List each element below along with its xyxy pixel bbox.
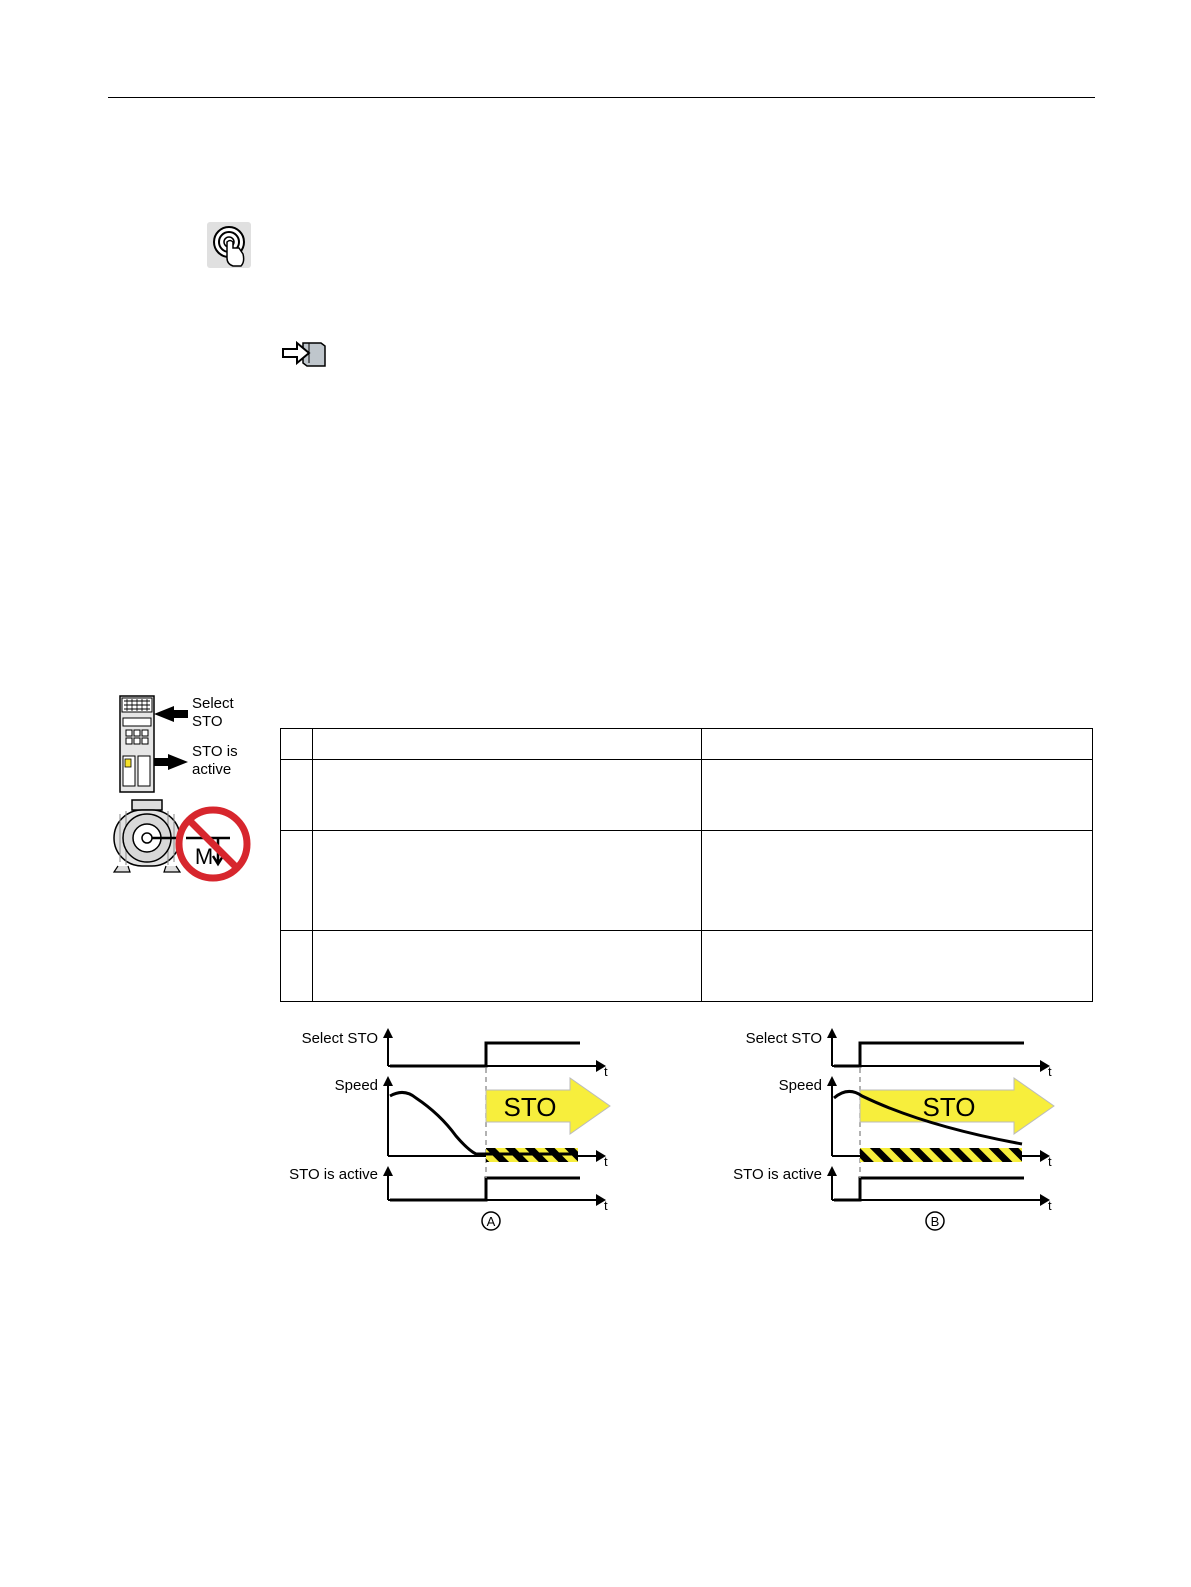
table-header-row (281, 729, 1093, 760)
touch-button-icon (207, 222, 251, 268)
sto-arrow-text: STO (503, 1092, 557, 1122)
inverter-icon (120, 696, 154, 792)
table-row (281, 831, 1093, 931)
label-sto-is-active: STO is active (289, 1166, 378, 1183)
marker-a-label: A (486, 1214, 496, 1229)
timing-diagram-b (724, 1022, 1064, 1237)
table-cell (281, 931, 313, 1002)
cross-reference-icon (281, 340, 327, 368)
label-select-sto: Select STO (745, 1030, 822, 1047)
table-cell (702, 760, 1093, 831)
label-speed: Speed (778, 1077, 822, 1094)
sto-active-arrow-icon (154, 754, 188, 770)
label-select-sto: Select STO (301, 1030, 378, 1047)
label-sto-is-active: STO is active (192, 743, 238, 778)
select-sto-arrow-icon (154, 706, 188, 722)
table-cell (281, 760, 313, 831)
table-cell (313, 931, 702, 1002)
axis-t-label: t (604, 1198, 608, 1213)
motor-icon (114, 800, 182, 872)
table-cell (281, 831, 313, 931)
table-cell (313, 831, 702, 931)
axis-t-label: t (1048, 1198, 1052, 1213)
label-sto-is-active: STO is active (733, 1166, 822, 1183)
marker-b-label: B (930, 1214, 940, 1229)
timing-diagram-a (280, 1022, 620, 1237)
table-cell (281, 729, 313, 760)
sto-arrow-text: STO (922, 1092, 976, 1122)
table-row (281, 760, 1093, 831)
label-speed: Speed (334, 1077, 378, 1094)
table-cell (313, 760, 702, 831)
table-row (281, 931, 1093, 1002)
table-cell (313, 729, 702, 760)
axis-t-label: t (604, 1064, 608, 1079)
table-cell (702, 831, 1093, 931)
axis-t-label: t (1048, 1154, 1052, 1169)
table-cell (702, 931, 1093, 1002)
axis-t-label: t (604, 1154, 608, 1169)
label-select-sto: Select STO (192, 695, 234, 730)
sto-table (280, 728, 1093, 1002)
axis-t-label: t (1048, 1064, 1052, 1079)
table-cell (702, 729, 1093, 760)
no-torque-icon (179, 810, 247, 878)
header-rule (108, 97, 1095, 98)
svg-text:M: M (194, 844, 214, 869)
